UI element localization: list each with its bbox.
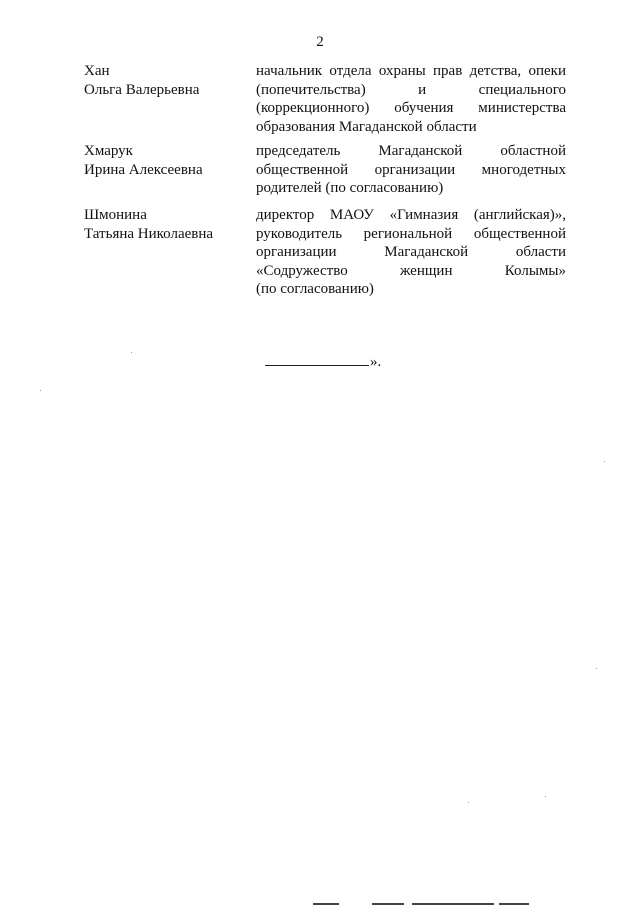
role-word: прав: [433, 63, 463, 79]
role-word: опеки: [528, 63, 566, 79]
role-word: Магаданской: [384, 244, 469, 260]
role-line: [256, 161, 566, 180]
role-word: начальник: [256, 63, 323, 79]
role-word: Колымы»: [504, 262, 566, 279]
scan-speck: [604, 461, 605, 462]
role-word: областной: [500, 143, 566, 159]
member-given-name: Ольга Валерьевна: [84, 81, 200, 98]
role-text: родителей (по согласованию): [256, 180, 444, 196]
member-role: [256, 206, 566, 299]
scan-speck: [545, 796, 546, 797]
scan-speck: [131, 352, 132, 353]
role-line: [256, 206, 566, 225]
member-surname: Хмарук: [84, 143, 133, 159]
page-number: 2: [316, 34, 324, 50]
role-word: директор: [256, 207, 315, 223]
role-word: региональной: [363, 225, 453, 242]
role-line: [256, 280, 566, 299]
scan-speck: [468, 802, 469, 803]
member-entry: [84, 62, 566, 136]
role-word: женщин: [400, 262, 453, 279]
member-name: [84, 142, 249, 179]
role-line: [256, 118, 566, 137]
role-word: «Содружество: [256, 262, 348, 279]
member-given-name: Ирина Алексеевна: [84, 161, 203, 178]
signature-rule: [265, 353, 369, 366]
role-word: (коррекционного): [256, 100, 370, 116]
role-word: руководитель: [256, 225, 343, 242]
role-word: МАОУ: [329, 207, 374, 223]
member-surname: Хан: [84, 63, 110, 79]
role-word: (попечительства): [256, 81, 366, 98]
role-word: председатель: [256, 143, 341, 159]
scan-speck: [596, 668, 597, 669]
role-word: обучения: [394, 100, 454, 116]
member-entry: [84, 206, 566, 300]
member-role: [256, 142, 566, 198]
role-word: специального: [478, 81, 566, 98]
role-line: [256, 62, 566, 81]
member-name: [84, 62, 249, 99]
role-line: [256, 179, 566, 198]
member-surname: Шмонина: [84, 207, 147, 223]
role-word: организации: [374, 161, 456, 178]
role-line: [256, 142, 566, 161]
role-text: (по согласованию): [256, 281, 374, 297]
role-word: области: [515, 244, 566, 260]
role-word: детства,: [469, 63, 522, 79]
role-text: образования Магаданской области: [256, 118, 477, 135]
closing-quote-mark: ».: [370, 354, 382, 370]
role-line: [256, 262, 566, 281]
role-word: «Гимназия: [389, 207, 459, 223]
role-word: многодетных: [481, 161, 566, 178]
member-entry: [84, 142, 566, 198]
role-word: (английская)»,: [473, 207, 566, 223]
role-word: охраны: [378, 63, 426, 79]
role-word: организации: [256, 244, 337, 260]
member-name: [84, 206, 249, 243]
member-role: [256, 62, 566, 136]
role-word: общественной: [256, 161, 349, 178]
role-word: общественной: [473, 225, 566, 242]
role-word: министерства: [478, 100, 566, 116]
role-line: [256, 81, 566, 100]
role-line: [256, 243, 566, 262]
member-given-name: Татьяна Николаевна: [84, 225, 214, 242]
role-line: [256, 99, 566, 118]
closing-line: [265, 353, 381, 371]
role-word: и: [418, 81, 427, 98]
scan-speck: [40, 390, 41, 391]
role-word: отдела: [329, 63, 372, 79]
role-line: [256, 225, 566, 244]
role-word: Магаданской: [378, 143, 463, 159]
